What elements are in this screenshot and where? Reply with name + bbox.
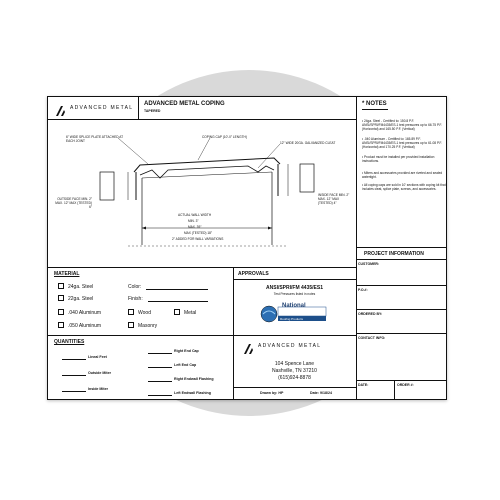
material-option: .040 Aluminum — [68, 310, 102, 316]
customer-label: CUSTOMER: — [358, 262, 380, 266]
address-brand: ADVANCED METAL — [258, 343, 322, 349]
ordered-by-label: ORDERED BY: — [358, 312, 383, 316]
footer-line — [233, 387, 356, 388]
quantity-field[interactable] — [148, 395, 172, 396]
brand-mark-icon — [56, 106, 68, 116]
quantity-label: Left Endwall Flashing — [174, 391, 211, 395]
cap-note: COPING CAP (10'-0" LENGTH) — [202, 135, 247, 139]
contact-line — [356, 380, 446, 381]
wall-min: MIN. 3" — [188, 219, 199, 223]
po-line — [356, 309, 446, 310]
date-divider — [394, 380, 395, 399]
quantity-label: Right Endwall Flashing — [174, 377, 214, 381]
color-field[interactable] — [146, 289, 208, 290]
cleat-note: 12" WIDE 20GA. GALVANIZED CLEAT — [280, 141, 336, 145]
order-label: ORDER #: — [397, 383, 414, 387]
brand-name: ADVANCED METAL — [70, 105, 134, 111]
material-checkbox[interactable] — [174, 309, 180, 315]
quantity-field[interactable] — [62, 359, 86, 360]
material-option: .050 Aluminum — [68, 323, 102, 329]
approvals-heading: APPROVALS — [238, 271, 269, 277]
inside-face-note: INSIDE FACE MIN. 2" MAX. 12" MAX (TESTED) 4" — [318, 193, 350, 205]
color-label: Color: — [128, 284, 142, 290]
quantity-field[interactable] — [148, 381, 172, 382]
material-checkbox[interactable] — [58, 309, 64, 315]
material-divider — [48, 267, 356, 268]
address-city: Nashville, TN 37210 — [272, 368, 317, 374]
material-checkbox[interactable] — [58, 295, 64, 301]
ordered-by-line — [356, 333, 446, 334]
brand-logo — [56, 103, 68, 121]
quantities-heading: QUANTITIES — [54, 339, 85, 345]
quantity-field[interactable] — [148, 367, 172, 368]
wall-width-label: ACTUAL WALL WIDTH — [178, 213, 212, 217]
material-checkbox[interactable] — [58, 283, 64, 289]
quantity-field[interactable] — [62, 375, 86, 376]
address-street: 104 Spence Lane — [274, 361, 315, 367]
note-item: • All coping caps are sold in 10' sections with coping kit that includes cleat, splice plate, screws, and accessories. — [362, 183, 446, 191]
po-label: P.O.#: — [358, 288, 368, 292]
splice-note: 6" WIDE SPLICE PLATE ATTACHED AT EACH JOINT — [66, 135, 123, 143]
drawn-date: Date: 9/18/24 — [310, 391, 332, 395]
quantity-label: Lineal Feet — [88, 355, 107, 359]
quantities-divider — [48, 335, 356, 336]
page-subtitle: TAPERED — [144, 109, 161, 113]
note-item: • Product must be installed per provided installation instructions. — [362, 155, 435, 163]
date-label: DATE: — [358, 383, 369, 387]
wall-max-tested: MAX (TESTED) 18" — [184, 231, 213, 235]
outside-face-note: OUTSIDE FACE MIN. 2" MAX. 12" MAX (TESTED) 6" — [55, 197, 92, 209]
approval-standard: ANSI/SPRI/FM 4435/ES1 — [266, 285, 323, 291]
customer-line — [356, 285, 446, 286]
logo-text: National — [282, 303, 306, 309]
note-item: • .040 Aluminum - Certified to: 165.89 P.F. ANSI/SPRI/FM4435/ES-1 test pressures up to 61.08 P.F. (Horizontal) and 170.25 P.F. (Vertical) — [362, 137, 443, 149]
material-option: 22ga. Steel — [68, 296, 94, 302]
notes-underline — [362, 109, 388, 110]
contact-label: CONTACT INFO: — [358, 336, 386, 340]
quantity-label: Inside Miter — [88, 387, 108, 391]
drawing-sheet — [47, 96, 447, 400]
notes-divider — [356, 97, 357, 399]
address-phone: (615)924-8878 — [278, 375, 311, 381]
address-logo — [244, 341, 256, 359]
approval-pressures: Test Pressures listed in notes — [273, 292, 316, 296]
project-top-line — [356, 247, 446, 248]
material-option: 24ga. Steel — [68, 284, 94, 290]
finish-field[interactable] — [148, 301, 208, 302]
approvals-line — [233, 279, 356, 280]
wall-max: MAX. 39" — [188, 225, 202, 229]
note-item: • Miters and accessories provided are riveted and sealed watertight. — [362, 171, 443, 179]
finish-label: Finish: — [128, 296, 143, 302]
note-item: • 24ga. Steel - Certified to: 150.8 P.F. ANSI/SPRI/FM4435/ES-1 test pressures up to 66.75 P.F. (Horizontal) and 165.50 P.F. (Vertical) — [362, 119, 443, 131]
project-heading-line — [356, 259, 446, 260]
material-heading: MATERIAL — [54, 271, 80, 277]
project-heading: PROJECT INFORMATION — [364, 251, 424, 257]
notes-heading: * NOTES — [362, 101, 387, 107]
material-option: Metal — [184, 310, 197, 316]
drawn-by: Drawn by: HP — [260, 391, 284, 395]
material-option: Masonry — [138, 323, 158, 329]
brand-divider — [138, 97, 139, 119]
logo-sub: Roofing Products — [280, 317, 304, 321]
material-checkbox[interactable] — [58, 322, 64, 328]
material-checkbox[interactable] — [128, 309, 134, 315]
quantity-field[interactable] — [62, 391, 86, 392]
page-title: ADVANCED METAL COPING — [144, 101, 225, 107]
brand-mark-icon — [244, 344, 256, 354]
material-checkbox[interactable] — [128, 322, 134, 328]
material-option: Wood — [138, 310, 151, 316]
quantity-label: Left End Cap — [174, 363, 197, 367]
quantity-label: Right End Cap — [174, 349, 199, 353]
quantity-field[interactable] — [148, 353, 172, 354]
wall-variations: 2" ADDED FOR WALL VARIATIONS — [172, 237, 224, 241]
quantity-label: Outside Miter — [88, 371, 111, 375]
